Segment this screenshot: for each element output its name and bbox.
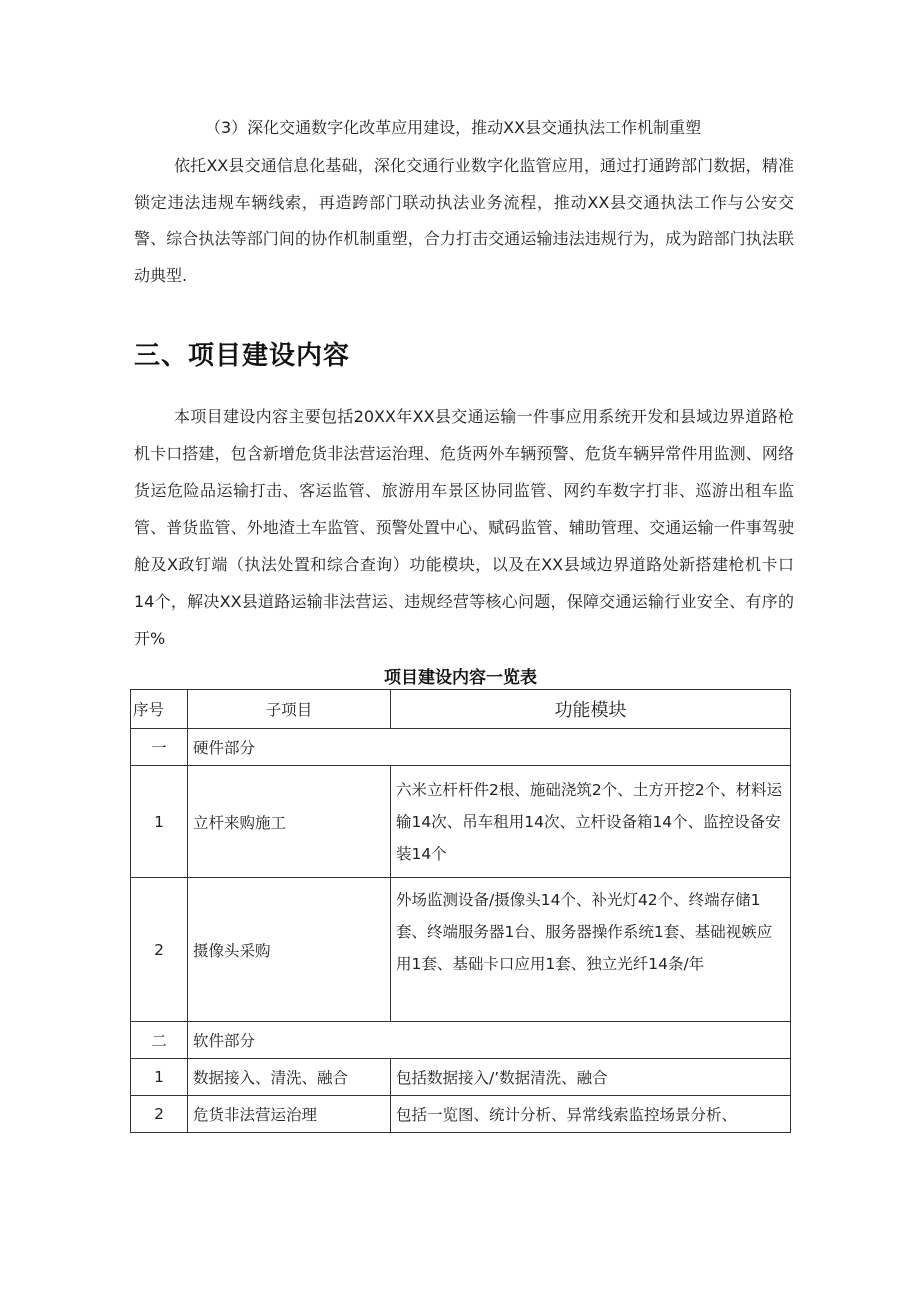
row-fun: 外场监测设备/摄像头14个、补光灯42个、终端存储1套、终端服务器1台、服务器操作系统1套、基础视嫉应用1套、基础卡口应用1套、独立光纤14条/年	[391, 878, 791, 1022]
table-row	[131, 878, 791, 1022]
row-fun: 六米立杆杆件2根、施础浇筑2个、土方开挖2个、材料运输14次、吊车租用14次、立杆设备箱14个、监控设备安装14个	[391, 766, 791, 878]
row-num: 1	[131, 1059, 188, 1096]
construction-content-table	[130, 689, 791, 1133]
section-heading: 三、项目建设内容	[134, 341, 351, 371]
table-row	[131, 766, 791, 878]
row-sub: 硬件部分	[188, 729, 791, 766]
row-num: 2	[131, 878, 188, 1022]
row-num: 二	[131, 1022, 188, 1059]
row-fun: 包括数据接入/’数据清洗、融合	[391, 1059, 791, 1096]
subheading: （3）深化交通数字化改革应用建设，推动XX县交通执法工作机制重塑	[205, 118, 702, 137]
row-sub: 数据接入、清洗、融合	[188, 1059, 391, 1096]
row-sub: 危货非法营运治理	[188, 1096, 391, 1133]
row-sub: 软件部分	[188, 1022, 791, 1059]
row-sub: 摄像头采购	[188, 878, 391, 1022]
paragraph-1: 依托XX县交通信息化基础，深化交通行业数字化监管应用，通过打通跨部门数据，精准锁定违法违规车辆线索，再造跨部门联动执法业务流程，推动XX县交通执法工作与公安交警、综合执法等部门间的协作机制重塑，合力打击交通运输违法违规行为，成为踣部门执法联动典型.	[134, 156, 794, 285]
row-num: 1	[131, 766, 188, 878]
table-header-row	[131, 690, 791, 729]
header-sub: 子项目	[188, 690, 391, 729]
paragraph-2: 本项目建设内容主要包括20XX年XX县交通运输一件事应用系统开发和县域边界道路枪机卡口搭建，包含新增危货非法营运治理、危货两外车辆预警、危货车辆异常件用监测、网络货运危险品运输打击、客运监管、旅游用车景区协同监管、网约车数字打非、巡游出租车监管、普货监管、外地渣土车监管、预警处置中心、赋码监管、辅助管理、交通运输一件事驾驶舱及X政钉端（执法处置和综合查询）功能模块，以及在XX县域边界道路处新搭建枪机卡口14个，解决XX县道路运输非法营运、违规经营等核心问题，保障交通运输行业安全、有序的开%	[134, 407, 794, 648]
row-fun: 包括一览图、统计分析、异常线索监控场景分析、	[391, 1096, 791, 1133]
header-num: 序号	[131, 690, 188, 729]
table-caption: 项目建设内容一览表	[384, 668, 537, 688]
row-num: 一	[131, 729, 188, 766]
table-row	[131, 1059, 791, 1096]
table-row	[131, 1022, 791, 1059]
table-row	[131, 1096, 791, 1133]
row-num: 2	[131, 1096, 188, 1133]
table-row	[131, 729, 791, 766]
header-fun: 功能模块	[391, 690, 791, 729]
row-sub: 立杆来购施工	[188, 766, 391, 878]
